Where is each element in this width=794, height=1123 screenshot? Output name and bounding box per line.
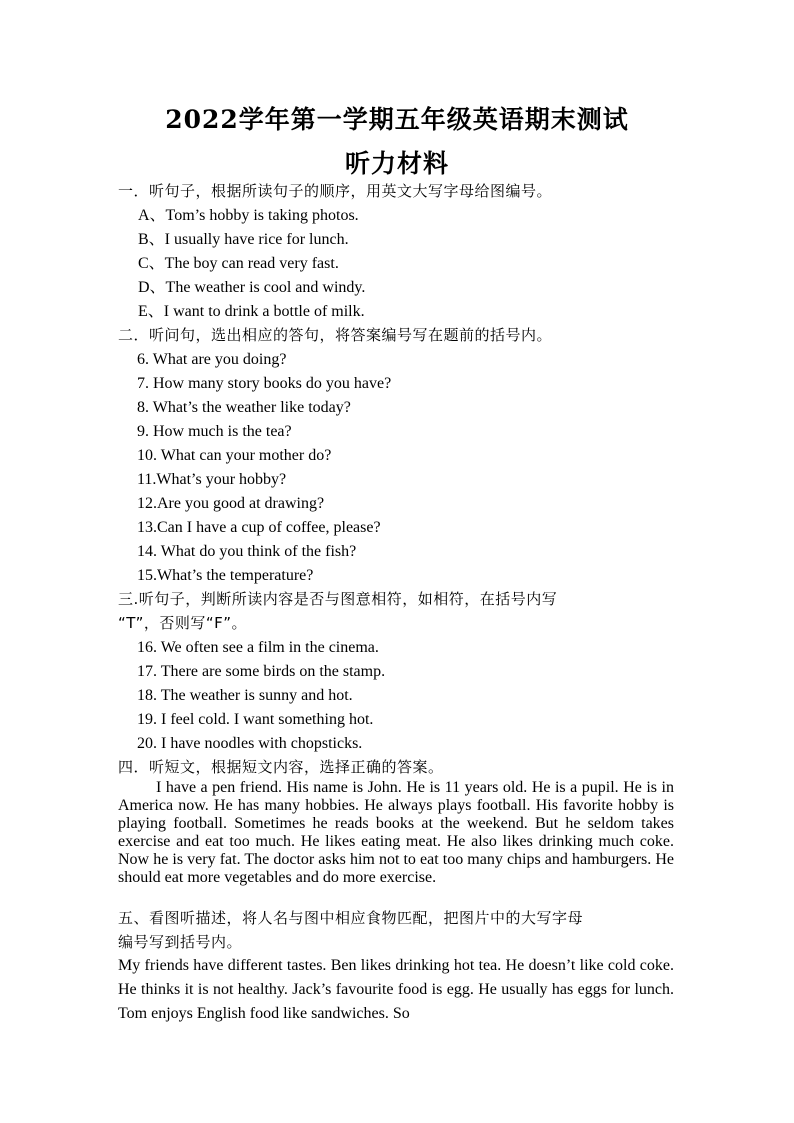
- section-1-item: A、Tom’s hobby is taking photos.: [138, 207, 359, 224]
- section-2-item: 11.What’s your hobby?: [137, 471, 287, 488]
- document-subtitle: 听力材料: [344, 149, 449, 178]
- section-3-item: 18. The weather is sunny and hot.: [137, 687, 353, 704]
- section-4-passage: I have a pen friend. His name is John. He is 11 years old. He is a pupil. He is in America now. He has many hobbies. He always plays football. His favorite hobby is playing football. Sometimes he reads books at the weekend. But he seldom takes exercise and eat too much. He likes eating meat. He also likes drinking much coke. Now he is very fat. The doctor asks him not to eat too many chips and hamburgers. He should eat more vegetables and do more exercise.: [118, 779, 674, 886]
- document-title: 2022学年第一学期五年级英语期末测试: [165, 105, 629, 134]
- section-1-item: C、The boy can read very fast.: [138, 255, 339, 272]
- section-2-item: 9. How much is the tea?: [137, 423, 292, 440]
- section-3-item: 17. There are some birds on the stamp.: [137, 663, 386, 680]
- section-2-heading: 二．听问句，选出相应的答句，将答案编号写在题前的括号内。: [118, 326, 553, 344]
- section-3-heading-cont: “T”，否则写“F”。: [118, 614, 248, 632]
- section-3-heading: 三.听句子，判断所读内容是否与图意相符，如相符，在括号内写: [118, 590, 558, 608]
- section-5-passage: My friends have different tastes. Ben likes drinking hot tea. He doesn’t like cold coke. He thinks it is not healthy. Jack’s favourite food is egg. He usually has eggs for lunch. Tom enjoys English food like sandwiches. So: [118, 957, 674, 1022]
- section-2-item: 12.Are you good at drawing?: [137, 495, 325, 512]
- section-3-item: 16. We often see a film in the cinema.: [137, 639, 379, 656]
- section-2-item: 6. What are you doing?: [137, 351, 287, 368]
- section-2-item: 8. What’s the weather like today?: [137, 399, 351, 416]
- section-5-heading-cont: 编号写到括号内。: [118, 933, 243, 951]
- section-2-item: 7. How many story books do you have?: [137, 375, 392, 392]
- section-5-heading: 五、看图听描述，将人名与图中相应食物匹配，把图片中的大写字母: [118, 909, 584, 927]
- section-3-item: 20. I have noodles with chopsticks.: [137, 735, 363, 752]
- section-1-item: E、I want to drink a bottle of milk.: [138, 303, 365, 320]
- section-2-item: 15.What’s the temperature?: [137, 567, 314, 584]
- section-1-item: D、The weather is cool and windy.: [138, 279, 366, 296]
- section-1-heading: 一．听句子，根据所读句子的顺序，用英文大写字母给图编号。: [118, 182, 553, 200]
- section-3-item: 19. I feel cold. I want something hot.: [137, 711, 374, 728]
- section-4-heading: 四．听短文，根据短文内容，选择正确的答案。: [118, 758, 444, 776]
- section-2-item: 13.Can I have a cup of coffee, please?: [137, 519, 381, 536]
- section-2-item: 10. What can your mother do?: [137, 447, 332, 464]
- section-2-item: 14. What do you think of the fish?: [137, 543, 357, 560]
- section-1-item: B、I usually have rice for lunch.: [138, 231, 349, 248]
